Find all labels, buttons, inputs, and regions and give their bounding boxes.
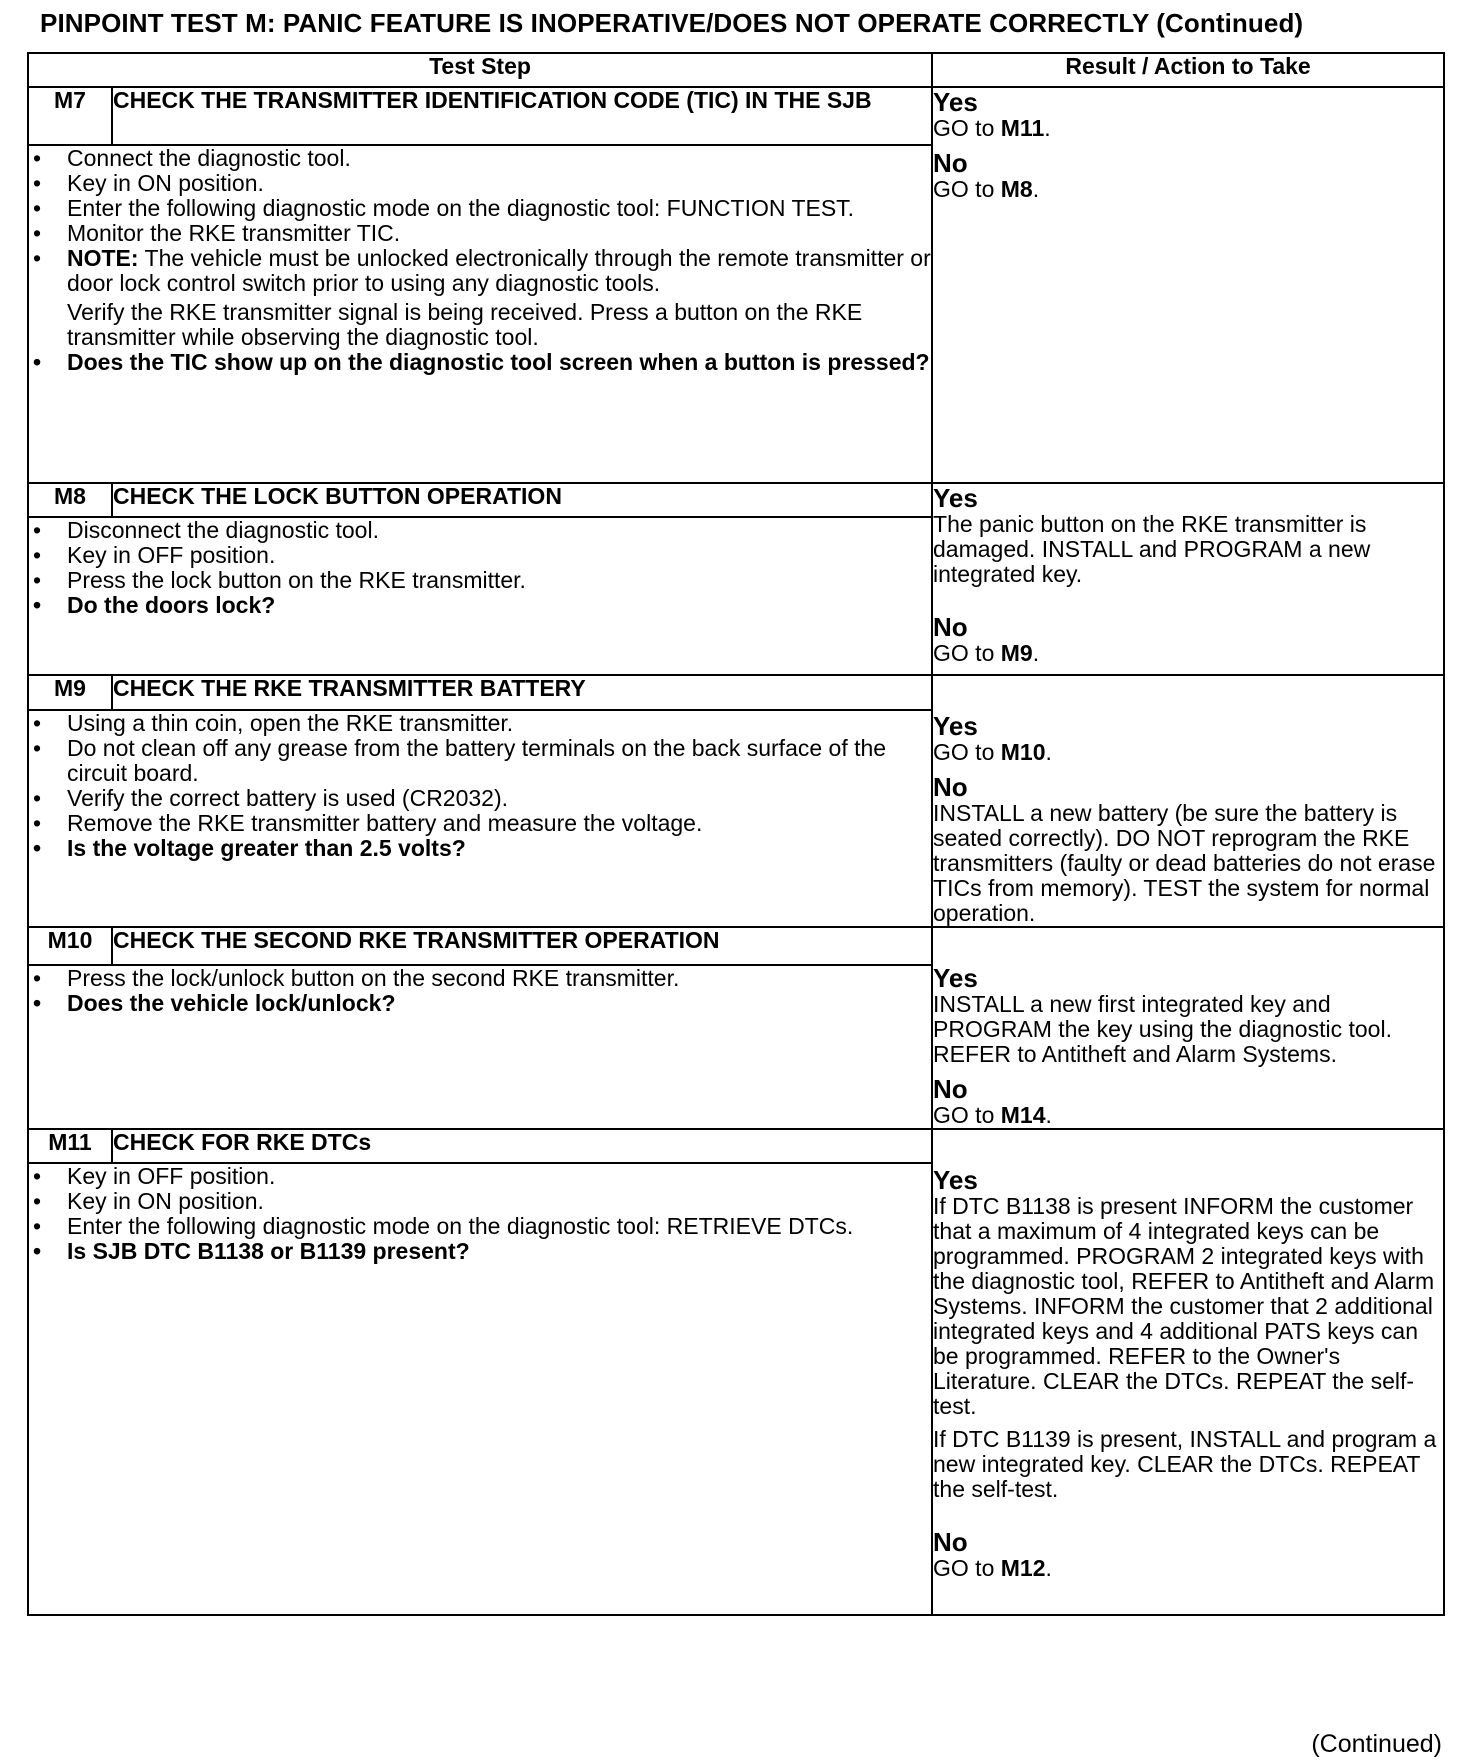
header-result: Result / Action to Take — [932, 53, 1444, 87]
step-id-m11: M11 — [28, 1129, 112, 1163]
question-m11: • Is SJB DTC B1138 or B1139 present? — [29, 1239, 931, 1264]
step-header-row-m10 — [28, 927, 1444, 965]
note-label: NOTE: — [67, 245, 139, 271]
result-cell-m8 — [932, 483, 1444, 675]
list-item: • Key in ON position. — [29, 171, 931, 196]
step-header-row-m9 — [28, 675, 1444, 710]
list-item: • Verify the correct battery is used (CR2032). — [29, 786, 931, 811]
list-item: • Monitor the RKE transmitter TIC. — [29, 221, 931, 246]
yes-action-m10: INSTALL a new first integrated key and PROGRAM the key using the diagnostic tool. REFER to Antitheft and Alarm Systems. — [933, 991, 1392, 1067]
step-header-row-m11 — [28, 1129, 1444, 1163]
yes-label-m7: Yes — [933, 87, 978, 117]
step-title-m11: CHECK FOR RKE DTCs — [112, 1129, 932, 1163]
list-item: • Remove the RKE transmitter battery and measure the voltage. — [29, 811, 931, 836]
pinpoint-test-table — [27, 52, 1445, 1616]
yes-action-m11-b1139: If DTC B1139 is present, INSTALL and program a new integrated key. CLEAR the DTCs. REPEAT the self-test. — [933, 1426, 1437, 1502]
yes-action-m9: GO to M10. — [933, 739, 1052, 765]
step-header-row-m8 — [28, 483, 1444, 517]
step-title-m7: CHECK THE TRANSMITTER IDENTIFICATION CODE (TIC) IN THE SJB — [112, 87, 932, 145]
no-action-m8: GO to M9. — [933, 640, 1040, 666]
question-m9: • Is the voltage greater than 2.5 volts? — [29, 836, 931, 861]
step-body-m11 — [28, 1163, 932, 1615]
table-header-row — [28, 53, 1444, 87]
step-id-m9: M9 — [28, 675, 112, 710]
step-id-m8: M8 — [28, 483, 112, 517]
no-label-m10: No — [933, 1074, 968, 1104]
step-id-m7: M7 — [28, 87, 112, 145]
no-label-m9: No — [933, 772, 968, 802]
step-body-m9 — [28, 710, 932, 927]
list-item: • Connect the diagnostic tool. — [29, 146, 931, 171]
step-body-m10 — [28, 965, 932, 1129]
page-title: PINPOINT TEST M: PANIC FEATURE IS INOPERATIVE/DOES NOT OPERATE CORRECTLY (Continued) — [40, 8, 1304, 38]
yes-label-m10: Yes — [933, 963, 978, 993]
no-label-m11: No — [933, 1527, 968, 1557]
list-item: • Key in ON position. — [29, 1189, 931, 1214]
no-label-m8: No — [933, 612, 968, 642]
no-action-m11: GO to M12. — [933, 1555, 1052, 1581]
yes-label-m9: Yes — [933, 711, 978, 741]
header-test-step: Test Step — [28, 53, 932, 87]
result-cell-m10 — [932, 927, 1444, 1129]
list-item: • Do not clean off any grease from the battery terminals on the back surface of the circuit board. — [29, 736, 931, 786]
step-title-m10: CHECK THE SECOND RKE TRANSMITTER OPERATION — [112, 927, 932, 965]
step-header-row-m7 — [28, 87, 1444, 145]
no-action-m10: GO to M14. — [933, 1102, 1052, 1128]
result-cell-m11 — [932, 1129, 1444, 1615]
list-item: • Using a thin coin, open the RKE transmitter. — [29, 711, 931, 736]
result-cell-m9 — [932, 675, 1444, 927]
yes-action-m7: GO to M11. — [933, 115, 1051, 141]
no-action-m9: INSTALL a new battery (be sure the battery is seated correctly). DO NOT reprogram the RKE transmitters (faulty or dead batteries do not erase TICs from memory). TEST the system for normal operation. — [933, 800, 1436, 926]
no-action-m7: GO to M8. — [933, 176, 1040, 202]
list-item: • Enter the following diagnostic mode on the diagnostic tool: RETRIEVE DTCs. — [29, 1214, 931, 1239]
yes-action-m11-b1138: If DTC B1138 is present INFORM the customer that a maximum of 4 integrated keys can be programmed. PROGRAM 2 integrated keys with the diagnostic tool, REFER to Antitheft and Alarm Systems. INFORM the customer that 2 additional integrated keys and 4 additional PATS keys can be programmed. REFER to the Owner's Literature. CLEAR the DTCs. REPEAT the self-test. — [933, 1193, 1435, 1419]
list-item-note: • NOTE: The vehicle must be unlocked electronically through the remote transmitter or door lock control switch prior to using any diagnostic tools. — [29, 246, 931, 296]
yes-label-m8: Yes — [933, 483, 978, 513]
list-item: • Disconnect the diagnostic tool. — [29, 518, 931, 543]
list-item: • Press the lock button on the RKE transmitter. — [29, 568, 931, 593]
result-cell-m7 — [932, 87, 1444, 483]
question-m7: • Does the TIC show up on the diagnostic tool screen when a button is pressed? — [29, 350, 931, 375]
step-body-m7 — [28, 145, 932, 483]
verify-text-m7: Verify the RKE transmitter signal is being received. Press a button on the RKE transmitter while observing the diagnostic tool. — [67, 299, 863, 350]
question-m10: • Does the vehicle lock/unlock? — [29, 991, 931, 1016]
yes-action-m8: The panic button on the RKE transmitter is damaged. INSTALL and PROGRAM a new integrated key. — [933, 511, 1371, 587]
continued-footer: (Continued) — [1311, 1730, 1442, 1758]
step-body-m8 — [28, 517, 932, 675]
list-item: • Enter the following diagnostic mode on the diagnostic tool: FUNCTION TEST. — [29, 196, 931, 221]
question-m8: • Do the doors lock? — [29, 593, 931, 618]
no-label-m7: No — [933, 148, 968, 178]
step-title-m9: CHECK THE RKE TRANSMITTER BATTERY — [112, 675, 932, 710]
step-id-m10: M10 — [28, 927, 112, 965]
yes-label-m11: Yes — [933, 1165, 978, 1195]
list-item: • Press the lock/unlock button on the second RKE transmitter. — [29, 966, 931, 991]
list-item: • Key in OFF position. — [29, 543, 931, 568]
step-title-m8: CHECK THE LOCK BUTTON OPERATION — [112, 483, 932, 517]
list-item: • Key in OFF position. — [29, 1164, 931, 1189]
